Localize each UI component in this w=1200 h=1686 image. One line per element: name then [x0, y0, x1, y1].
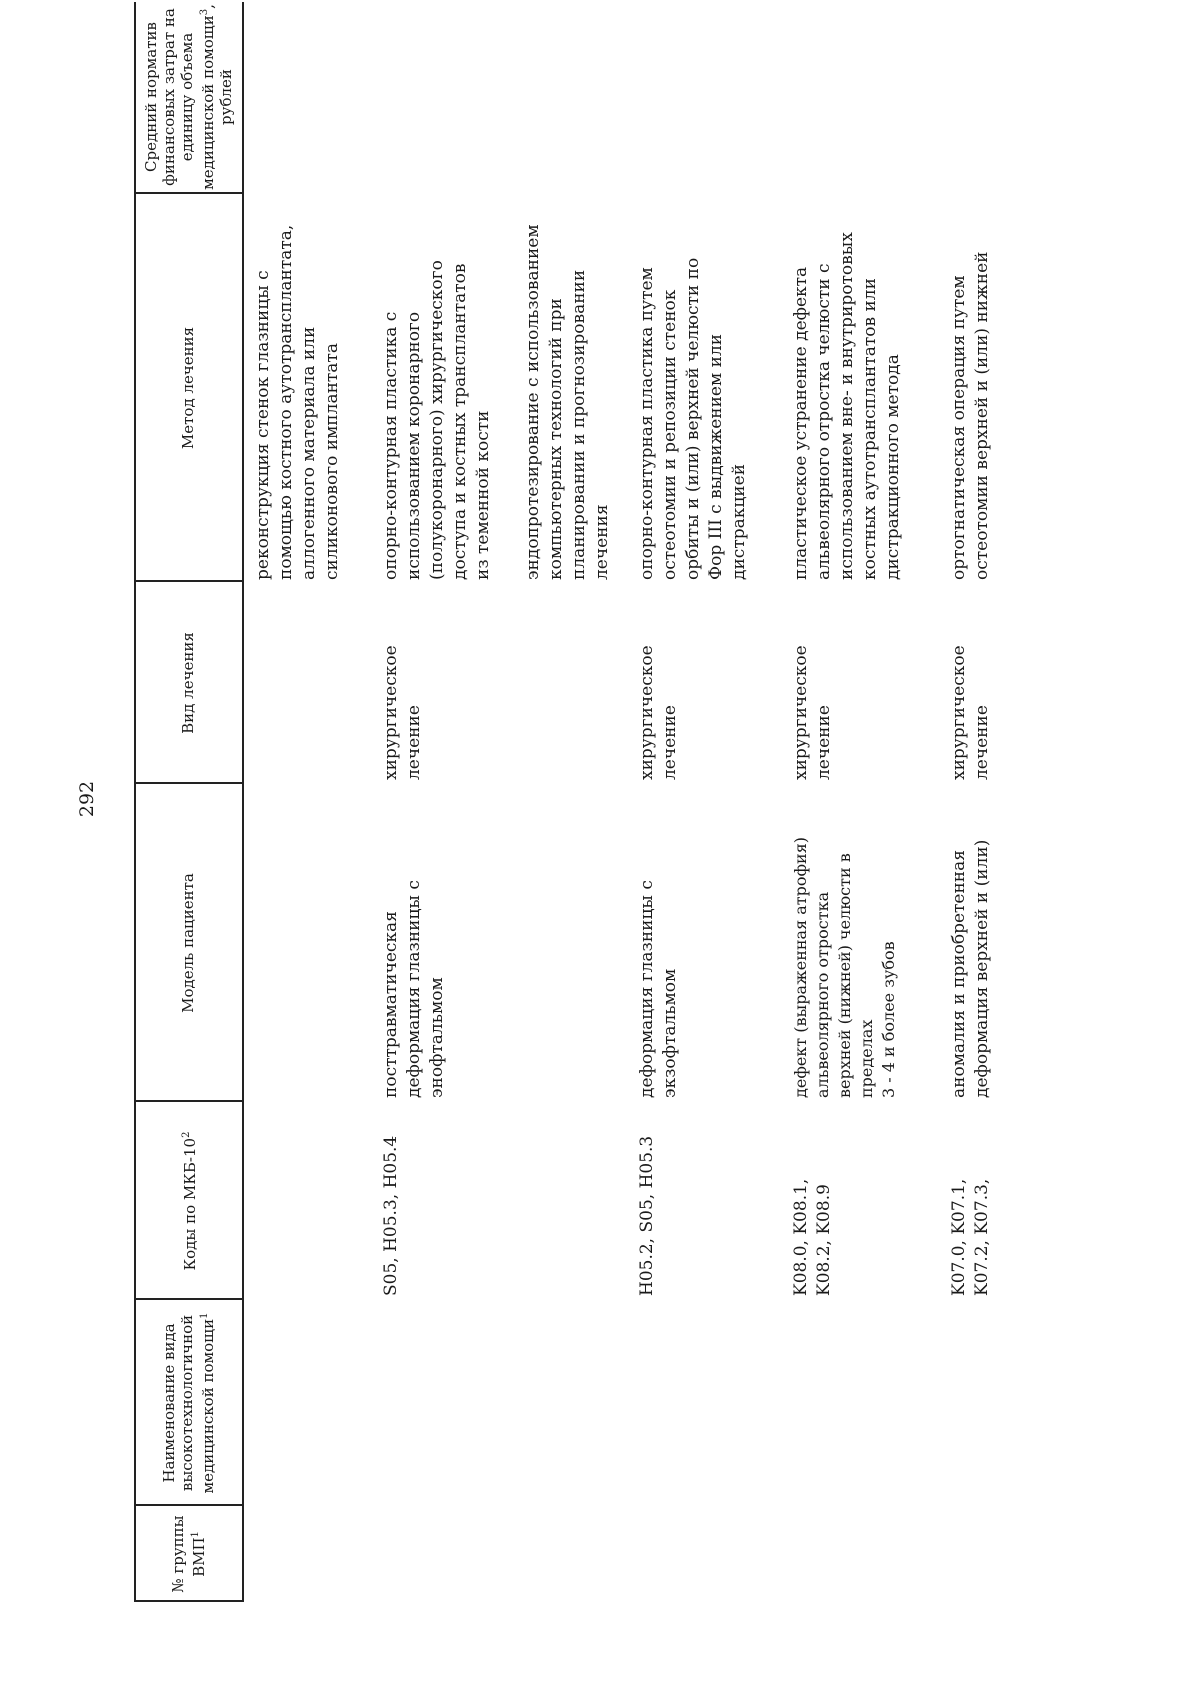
- header-cost-norm: [134, 2, 242, 192]
- row-4-type: хирургическое лечение: [949, 645, 992, 780]
- row-0-method-0: реконструкция стенок глазницы с помощью костного аутотрансплантата, аллогенного материала или силиконового имплантата: [253, 224, 342, 580]
- header-vmp-name-text: Наименование вида высокотехнологичной медицинской помощи: [159, 1314, 217, 1494]
- row-3-model: дефект (выраженная атрофия) альвеолярного отростка верхней (нижней) челюсти в пределах 3 - 4 и более зубов: [791, 836, 898, 1098]
- row-1-codes: S05, H05.3, H05.4: [381, 1135, 401, 1296]
- row-3-type: хирургическое лечение: [791, 645, 834, 780]
- header-patient-model: [134, 786, 242, 1100]
- col-sep-3: [134, 1299, 242, 1301]
- row-1-method-1: эндопротезирование с использованием компьютерных технологий при планировании и прогнозировании лечения: [523, 224, 612, 580]
- row-4-model: аномалия и приобретенная деформация верхней и (или): [949, 839, 992, 1098]
- row-2-type: хирургическое лечение: [637, 645, 680, 780]
- header-treatment-method: [134, 196, 242, 580]
- col-sep-4: [134, 1101, 242, 1103]
- header-cost-norm-suffix: , рублей: [198, 4, 235, 125]
- row-4-method-0: ортогнатическая операция путем остеотомии верхней и (или) нижней: [949, 251, 992, 580]
- row-3-method-0: пластическое устранение дефекта альвеолярного отростка челюсти с использованием вне- и внутриротовых костных аутотрансплантатов или дистракционного метода: [791, 232, 903, 580]
- header-treatment-type: [134, 584, 242, 782]
- row-1-type: хирургическое лечение: [381, 645, 424, 780]
- col-sep-6: [134, 581, 242, 583]
- col-sep-7: [134, 193, 242, 195]
- header-mkb-codes-text: Коды по МКБ-10: [180, 1137, 199, 1271]
- row-3-codes: K08.0, K08.1, K08.2, K08.9: [791, 1178, 834, 1296]
- header-mkb-codes-footnote: 2: [180, 1131, 192, 1138]
- row-2-method-0: опорно-контурная пластика путем остеотомии и репозиции стенок орбиты и (или) верхней челюсти по Фор III с выдвижением или дистракцией: [637, 257, 749, 580]
- page-number: 292: [76, 780, 98, 818]
- header-mkb-codes: [134, 1104, 242, 1298]
- header-bottom-rule: [242, 2, 244, 1602]
- header-cost-norm-text: Средний норматив финансовых затрат на единицу объема медицинской помощи: [141, 8, 217, 190]
- row-1-method-0: опорно-контурная пластика с использованием коронарного (полукоронарного) хирургического доступа и костных трансплантатов из теменной кости: [381, 260, 493, 580]
- row-1-model: посттравматическая деформация глазницы с энофтальмом: [381, 880, 447, 1098]
- header-treatment-method-text: Метод лечения: [179, 326, 197, 450]
- row-2-codes: H05.2, S05, H05.3: [637, 1135, 657, 1296]
- row-4-codes: K07.0, K07.1, K07.2, K07.3,: [949, 1178, 992, 1296]
- header-patient-model-text: Модель пациента: [179, 873, 197, 1013]
- col-sep-5: [134, 783, 242, 785]
- col-sep-2: [134, 1505, 242, 1507]
- header-treatment-type-text: Вид лечения: [179, 632, 197, 734]
- header-cost-norm-footnote: 3: [198, 8, 210, 16]
- header-vmp-name: [134, 1302, 242, 1504]
- header-group-no-footnote: 1: [189, 1531, 201, 1538]
- header-vmp-name-footnote: 1: [198, 1312, 210, 1319]
- col-sep-1: [134, 1601, 242, 1603]
- header-group-no-text: № группы ВМП: [168, 1515, 208, 1593]
- header-group-no: [134, 1508, 242, 1600]
- row-2-model: деформация глазницы с экзофтальмом: [637, 880, 680, 1098]
